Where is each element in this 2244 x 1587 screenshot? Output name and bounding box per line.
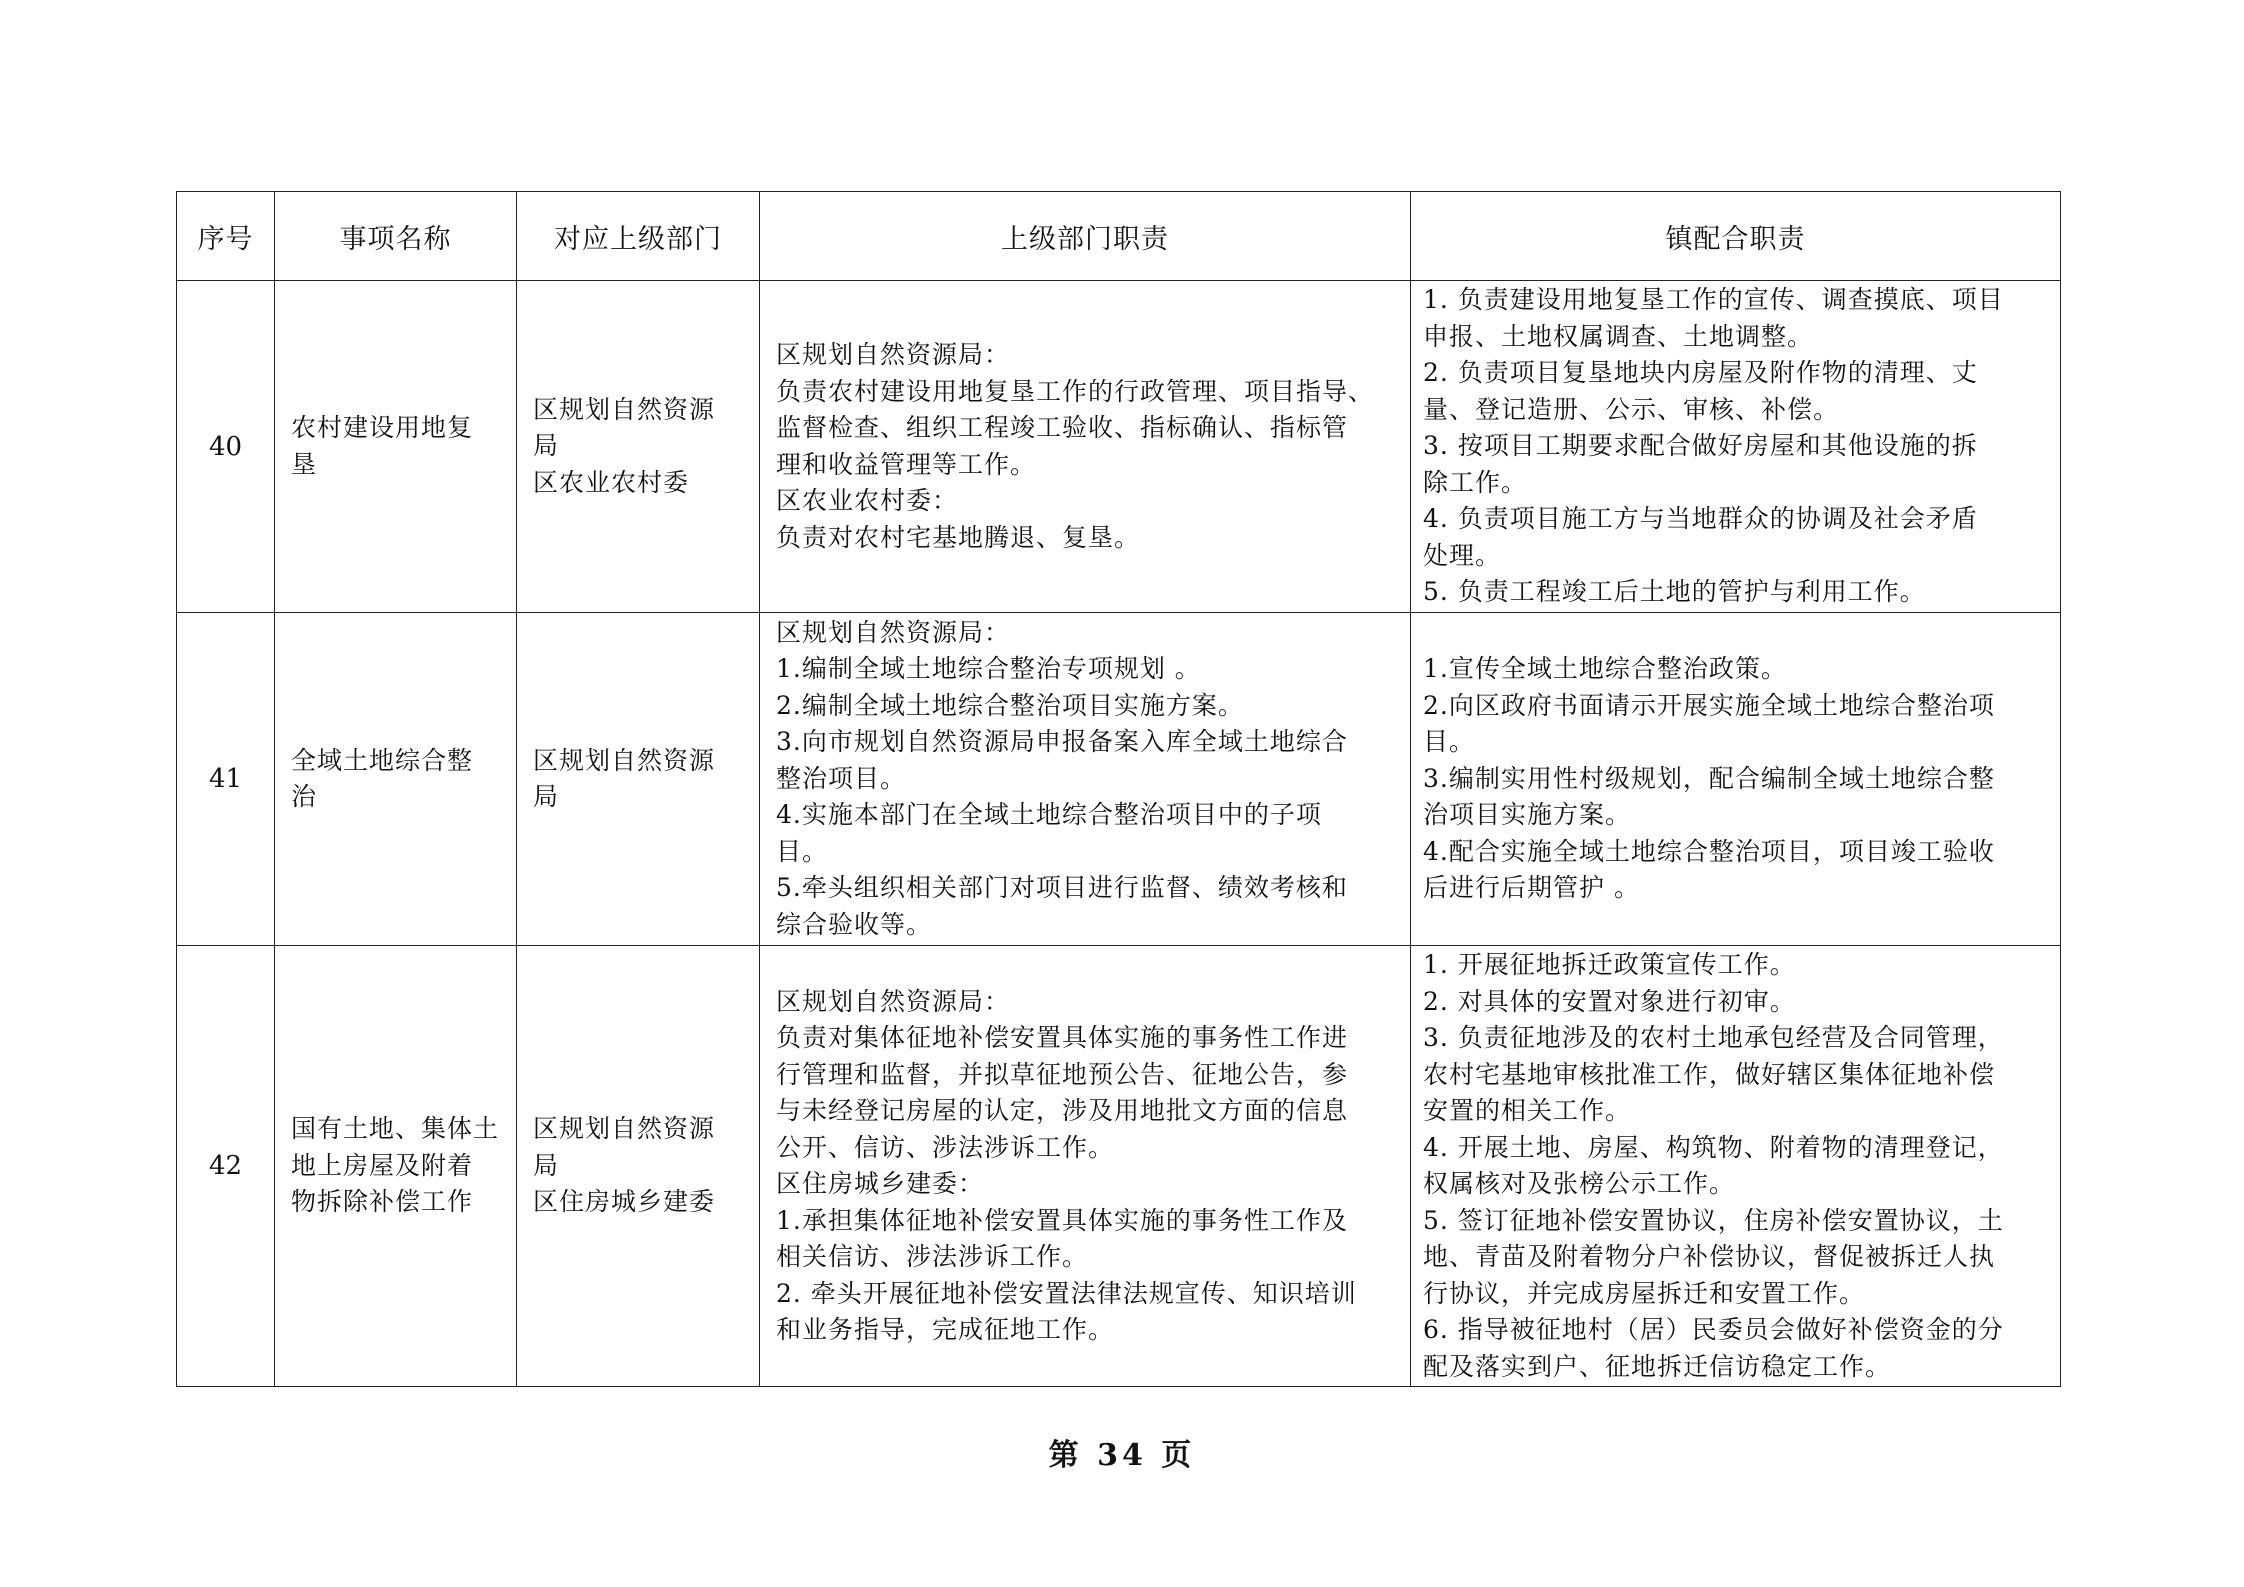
- town-line: 2. 对具体的安置对象进行初审。: [1423, 986, 1796, 1016]
- town-line: 安置的相关工作。: [1423, 1096, 1632, 1125]
- duty-line: 1.承担集体征地补偿安置具体实施的事务性工作及: [776, 1205, 1348, 1235]
- dept-line: 区住房城乡建委: [533, 1187, 716, 1217]
- town-duty-cell: [1411, 281, 2061, 613]
- dept-line: 局: [533, 431, 560, 461]
- town-line: 4. 负责项目施工方与当地群众的协调及社会矛盾: [1423, 504, 1978, 534]
- superior-duty-cell: [760, 613, 1411, 946]
- duty-line: 4.实施本部门在全域土地综合整治项目中的子项: [776, 800, 1322, 830]
- header-superior-duty: 上级部门职责: [760, 192, 1411, 281]
- duty-line: 2.编制全域土地综合整治项目实施方案。: [776, 690, 1244, 720]
- duty-line: 区住房城乡建委：: [776, 1169, 985, 1198]
- superior-duty-cell: [760, 946, 1411, 1387]
- dept-line: 区农业农村委: [533, 467, 690, 497]
- header-town-duty: 镇配合职责: [1411, 192, 2061, 281]
- duty-line: 区规划自然资源局：: [776, 340, 1011, 369]
- town-line: 行协议，并完成房屋拆迁和安置工作。: [1423, 1278, 1866, 1308]
- item-name-line: 农村建设用地复: [291, 413, 474, 442]
- town-line: 4. 开展土地、房屋、构筑物、附着物的清理登记，: [1423, 1132, 2004, 1162]
- town-line: 农村宅基地审核批准工作，做好辖区集体征地补偿: [1423, 1059, 1996, 1089]
- town-line: 后进行后期管护 。: [1423, 873, 1640, 903]
- duty-line: 区规划自然资源局：: [776, 617, 1011, 647]
- town-line: 目。: [1423, 727, 1476, 757]
- town-line: 1.宣传全域土地综合整治政策。: [1423, 654, 1787, 684]
- duty-line: 目。: [776, 836, 829, 866]
- duty-line: 区规划自然资源局：: [776, 986, 1011, 1016]
- item-name-line: 国有土地、集体土: [291, 1114, 500, 1144]
- town-line: 5. 签订征地补偿安置协议，住房补偿安置协议，土: [1423, 1205, 2004, 1235]
- table-header-row: [177, 192, 2061, 281]
- town-line: 配及落实到户、征地拆迁信访稳定工作。: [1423, 1351, 1892, 1381]
- superior-dept-cell: [517, 281, 760, 613]
- dept-line: 区规划自然资源: [533, 1114, 716, 1144]
- table-row: [177, 946, 2061, 1387]
- dept-line: 区规划自然资源: [533, 394, 716, 424]
- duty-line: 区农业农村委：: [776, 486, 959, 515]
- dept-line: 区规划自然资源: [533, 745, 716, 775]
- town-line: 5. 负责工程竣工后土地的管护与利用工作。: [1423, 577, 1926, 607]
- item-name-cell: [275, 946, 517, 1387]
- duty-line: 行管理和监督，并拟草征地预公告、征地公告，参: [776, 1059, 1349, 1089]
- town-duty-cell: [1411, 946, 2061, 1387]
- row-number: 41: [177, 613, 275, 946]
- row-number: 42: [177, 946, 275, 1387]
- superior-dept-cell: [517, 613, 760, 946]
- town-line: 1. 负责建设用地复垦工作的宣传、调查摸底、项目: [1423, 285, 2004, 315]
- duty-line: 和业务指导，完成征地工作。: [776, 1315, 1115, 1344]
- item-name-line: 治: [291, 782, 318, 811]
- duty-line: 2. 牵头开展征地补偿安置法律法规宣传、知识培训: [776, 1278, 1357, 1308]
- items-table: [176, 191, 2061, 1387]
- duty-line: 相关信访、涉法涉诉工作。: [776, 1242, 1089, 1271]
- item-name-line: 垦: [291, 449, 318, 479]
- duty-line: 监督检查、组织工程竣工验收、指标确认、指标管: [776, 413, 1349, 442]
- item-name-cell: [275, 281, 517, 613]
- header-superior-dept: 对应上级部门: [517, 192, 760, 281]
- duty-line: 1.编制全域土地综合整治专项规划 。: [776, 654, 1201, 684]
- town-line: 处理。: [1423, 540, 1502, 570]
- header-item-name: 事项名称: [275, 192, 517, 281]
- town-line: 除工作。: [1423, 467, 1528, 497]
- superior-duty-cell: [760, 281, 1411, 613]
- item-name-line: 地上房屋及附着: [291, 1150, 474, 1180]
- town-line: 量、登记造册、公示、审核、补偿。: [1423, 394, 1840, 424]
- town-line: 2.向区政府书面请示开展实施全域土地综合整治项: [1423, 690, 1995, 720]
- item-name-line: 物拆除补偿工作: [291, 1187, 474, 1217]
- table-row: [177, 281, 2061, 613]
- town-duty-cell: [1411, 613, 2061, 946]
- duty-line: 整治项目。: [776, 763, 907, 793]
- item-name-cell: [275, 613, 517, 946]
- duty-line: 理和收益管理等工作。: [776, 449, 1037, 479]
- duty-line: 3.向市规划自然资源局申报备案入库全域土地综合: [776, 727, 1348, 757]
- duty-line: 负责对农村宅基地腾退、复垦。: [776, 522, 1141, 552]
- duty-line: 5.牵头组织相关部门对项目进行监督、绩效考核和: [776, 873, 1348, 903]
- duty-line: 综合验收等。: [776, 909, 933, 939]
- town-line: 治项目实施方案。: [1423, 800, 1632, 830]
- page-number: 第 34 页: [1048, 1438, 1196, 1473]
- superior-dept-cell: [517, 946, 760, 1387]
- table-row: [177, 613, 2061, 946]
- town-line: 3.编制实用性村级规划，配合编制全域土地综合整: [1423, 763, 1995, 793]
- town-line: 3. 负责征地涉及的农村土地承包经营及合同管理，: [1423, 1023, 2004, 1052]
- town-line: 2. 负责项目复垦地块内房屋及附作物的清理、丈: [1423, 358, 1978, 388]
- town-line: 3. 按项目工期要求配合做好房屋和其他设施的拆: [1423, 431, 1978, 461]
- dept-line: 局: [533, 1150, 560, 1180]
- item-name-line: 全域土地综合整: [291, 745, 474, 775]
- duty-line: 负责农村建设用地复垦工作的行政管理、项目指导、: [776, 376, 1375, 406]
- town-line: 4.配合实施全域土地综合整治项目，项目竣工验收: [1423, 836, 1995, 866]
- town-line: 1. 开展征地拆迁政策宣传工作。: [1423, 950, 1796, 979]
- duty-line: 与未经登记房屋的认定，涉及用地批文方面的信息: [776, 1096, 1349, 1125]
- header-index: 序号: [177, 192, 275, 281]
- town-line: 申报、土地权属调查、土地调整。: [1423, 321, 1814, 351]
- duty-line: 公开、信访、涉法涉诉工作。: [776, 1132, 1115, 1162]
- row-number: 40: [177, 281, 275, 613]
- town-line: 地、青苗及附着物分户补偿协议，督促被拆迁人执: [1423, 1242, 1996, 1271]
- town-line: 权属核对及张榜公示工作。: [1423, 1169, 1736, 1198]
- dept-line: 局: [533, 782, 560, 811]
- duty-line: 负责对集体征地补偿安置具体实施的事务性工作进: [776, 1023, 1349, 1052]
- town-line: 6. 指导被征地村（居）民委员会做好补偿资金的分: [1423, 1315, 2004, 1344]
